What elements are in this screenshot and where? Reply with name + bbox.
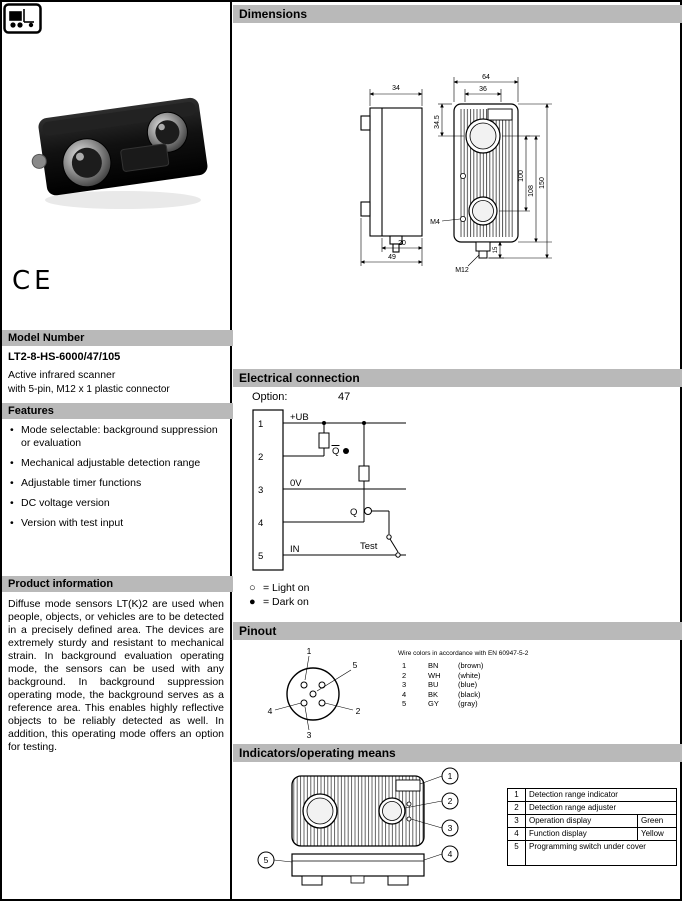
option-label: Option: [252,391,288,403]
feature-item: • DC voltage version [8,497,220,510]
connector-pinout-diagram [255,644,380,740]
indicators-table-row: 3 Operation display Green [508,815,677,828]
border-top [0,0,682,2]
label-0v: 0V [290,478,302,489]
label-test: Test [360,541,378,552]
pinout-pos-3: 3 [306,730,312,740]
product-information-text: Diffuse mode sensors LT(K)2 are used when people, objects, or vehicles are to be detected in a precisely defined area. The devices are extremely sturdy and resistant to mechanical strain. In background evaluation operating mode, the sensors can be used with any background. In background suppression operating mode, the background serves as a reference area. This enables highly reflective objects to be reliably detected as well. In addition, this operating mode offers an option for testing. [8,598,224,753]
model-description-2: with 5-pin, M12 x 1 plastic connector [8,384,170,395]
product-photo [28,62,213,232]
column-divider [230,0,232,901]
indicators-table-row: 5 Programming switch under cover [508,841,677,866]
circuit-pin-4: 4 [258,518,264,529]
circuit-pin-2: 2 [258,452,264,463]
pinout-pos-5: 5 [352,660,358,670]
callout-4: 4 [447,849,453,859]
circuit-diagram [246,406,461,578]
pinout-pos-4: 4 [267,706,273,716]
open-circle-icon: ○ [249,582,256,594]
model-number-header: Model Number [2,330,233,346]
dim-label-m12: M12 [455,267,469,274]
model-description-1: Active infrared scanner [8,369,116,381]
pinout-row: 3 BU (blue) [402,680,478,689]
callout-1: 1 [447,771,453,781]
circuit-pin-5: 5 [258,551,264,562]
features-header: Features [2,403,233,419]
legend-dark-on: ● = Dark on [249,596,309,608]
dimensions-section-header: Dimensions [233,5,682,23]
features-list [8,424,220,537]
pinout-row: 5 GY (gray) [402,699,478,708]
indicators-table-row: 2 Detection range adjuster [508,802,677,815]
electrical-section-header: Electrical connection [233,369,682,387]
dim-label-34: 34 [392,85,400,92]
feature-item: • Mechanical adjustable detection range [8,457,220,470]
circuit-pin-3: 3 [258,485,264,496]
dim-label-150: 150 [539,177,546,189]
indicators-table [507,788,677,866]
pinout-pos-2: 2 [355,706,361,716]
wire-colors-note: Wire colors in accordance with EN 60947-5-2 [398,650,529,657]
dim-label-100: 100 [518,170,525,182]
pinout-row: 2 WH (white) [402,670,481,680]
ce-mark: CE [12,266,55,296]
option-value: 47 [338,391,351,403]
indicators-table-row: 4 Function display Yellow [508,828,677,841]
border-left [0,0,2,901]
dim-label-15: 15 [493,246,499,254]
label-in: IN [290,544,300,555]
callout-5: 5 [263,855,269,865]
dim-label-36: 36 [479,86,487,93]
feature-item: • Version with test input [8,517,220,530]
label-ub: +UB [290,412,309,423]
label-q-bar: Q [332,446,340,457]
dim-label-m4: M4 [430,219,440,226]
dim-label-64: 64 [482,74,490,81]
filled-circle-icon: ● [249,596,256,608]
pinout-row: 4 BK (black) [402,689,481,699]
pinout-row: 1 BN (brown) [402,661,484,670]
dim-label-20: 20 [398,240,406,247]
label-q: Q [350,507,358,518]
indicators-drawing [252,762,472,898]
dim-label-49: 49 [388,254,396,261]
indicators-table-row: 1 Detection range indicator [508,789,677,802]
dim-label-108: 108 [528,185,535,197]
light-on-dot [365,508,372,515]
indicators-section-header: Indicators/operating means [233,744,682,762]
dim-label-34-5: 34.5 [434,115,441,129]
callout-2: 2 [447,796,453,806]
dimensions-drawing [236,26,676,361]
wire-color-table [402,661,518,709]
pinout-section-header: Pinout [233,622,682,640]
feature-item: • Adjustable timer functions [8,477,220,490]
pinout-pos-1: 1 [306,646,312,656]
legend-light-on: ○ = Light on [249,582,310,594]
dark-on-dot [343,448,349,454]
callout-3: 3 [447,823,453,833]
product-information-header: Product information [2,576,233,592]
vehicle-detection-icon [3,3,43,35]
feature-item: • Mode selectable: background suppression or evaluation [8,424,220,450]
circuit-pin-1: 1 [258,419,264,430]
model-number-value: LT2-8-HS-6000/47/105 [8,351,121,363]
